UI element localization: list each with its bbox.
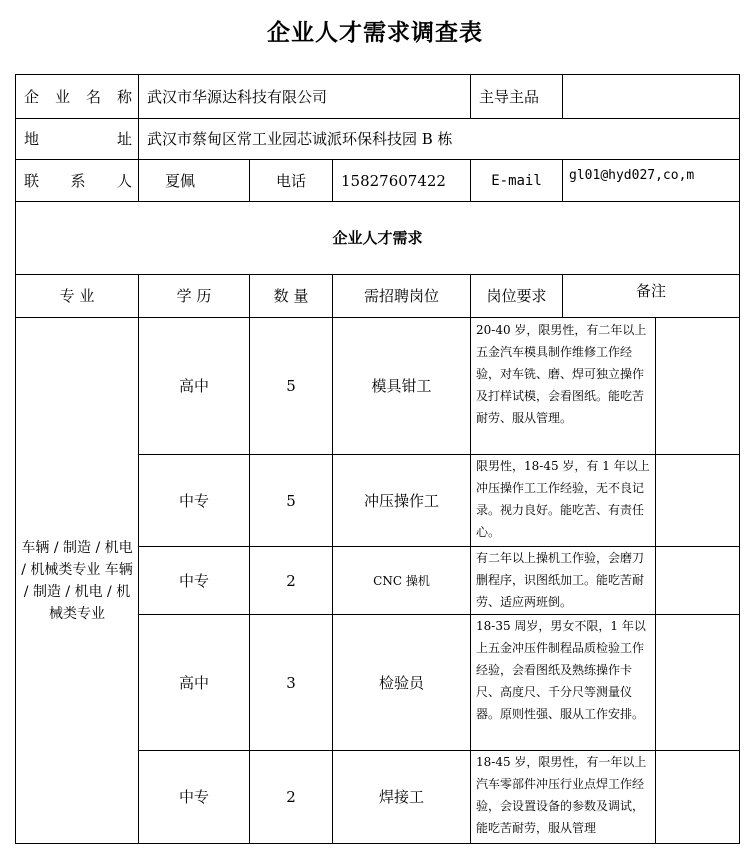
company-name-value: 武汉市华源达科技有限公司: [139, 75, 471, 119]
address-value: 武汉市蔡甸区常工业园芯诚派环保科技园 B 栋: [139, 119, 740, 160]
count-cell: 5: [250, 318, 333, 455]
remarks-cell: [655, 455, 739, 546]
education-cell: 中专: [139, 547, 250, 615]
remarks-cell: [655, 318, 739, 454]
education-cell: 高中: [139, 615, 250, 751]
phone-label: 电话: [250, 160, 333, 202]
col-major: 专 业: [16, 275, 139, 318]
col-position: 需招聘岗位: [333, 275, 471, 318]
contact-label: 联 系 人: [16, 160, 139, 202]
contact-row: [16, 160, 740, 202]
main-product-value: [563, 75, 740, 119]
email-label: E-mail: [471, 160, 563, 202]
position-cell: 模具钳工: [333, 318, 471, 455]
main-product-label: 主导主品: [471, 75, 563, 119]
requirements-cell: 有二年以上操机工作验，会磨刀删程序，识图纸加工。能吃苦耐劳、适应两班倒。: [471, 547, 655, 614]
position-cell: 检验员: [333, 615, 471, 751]
address-label: 地 址: [16, 119, 139, 160]
remarks-cell: [655, 615, 739, 750]
education-cell: 中专: [139, 751, 250, 844]
remarks-cell: [655, 751, 739, 843]
table-row: [16, 318, 740, 455]
count-cell: 5: [250, 455, 333, 547]
col-remarks: 备注: [563, 275, 740, 318]
position-cell: 焊接工: [333, 751, 471, 844]
requirements-cell: 18-35 周岁，男女不限，1 年以上五金冲压件制程品质检验工作经验，会看图纸及熟练操作卡尺、高度尺、千分尺等测量仪器。原则性强、服从工作安排。: [471, 615, 655, 750]
contact-value: 夏佩: [139, 160, 250, 202]
col-requirements: 岗位要求: [471, 275, 563, 318]
email-value: gl01@hyd027,co,m: [563, 160, 740, 202]
address-row: [16, 119, 740, 160]
count-cell: 3: [250, 615, 333, 751]
count-cell: 2: [250, 751, 333, 844]
col-count: 数 量: [250, 275, 333, 318]
company-name-row: [16, 75, 740, 119]
phone-value: 15827607422: [333, 160, 471, 202]
header-row: [16, 275, 740, 318]
requirements-cell: 限男性，18-45 岁，有 1 年以上冲压操作工工作经验，无不良记录。视力良好。能吃苦、有责任心。: [471, 455, 655, 546]
company-name-label: 企 业 名 称: [16, 75, 139, 119]
col-education: 学 历: [139, 275, 250, 318]
count-cell: 2: [250, 547, 333, 615]
section-row: [16, 202, 740, 275]
position-cell: 冲压操作工: [333, 455, 471, 547]
education-cell: 中专: [139, 455, 250, 547]
position-cell: CNC 操机: [333, 547, 471, 615]
requirements-cell: 18-45 岁，限男性，有一年以上汽车零部件冲压行业点焊工作经验，会设置设备的参数及调试，能吃苦耐劳，服从管理: [471, 751, 655, 843]
major-cell: 车辆 / 制造 / 机电 / 机械类专业 车辆 / 制造 / 机电 / 机械类专业: [16, 318, 139, 844]
remarks-cell: [655, 547, 739, 614]
survey-table: [15, 74, 740, 844]
page-title: 企业人才需求调查表: [267, 20, 483, 46]
requirements-cell: 20-40 岁，限男性，有二年以上五金汽车模具制作维修工作经验，对车铣、磨、焊可独立操作及打样试模，会看图纸。能吃苦耐劳、服从管理。: [471, 318, 655, 454]
education-cell: 高中: [139, 318, 250, 455]
section-title: 企业人才需求: [16, 202, 740, 275]
